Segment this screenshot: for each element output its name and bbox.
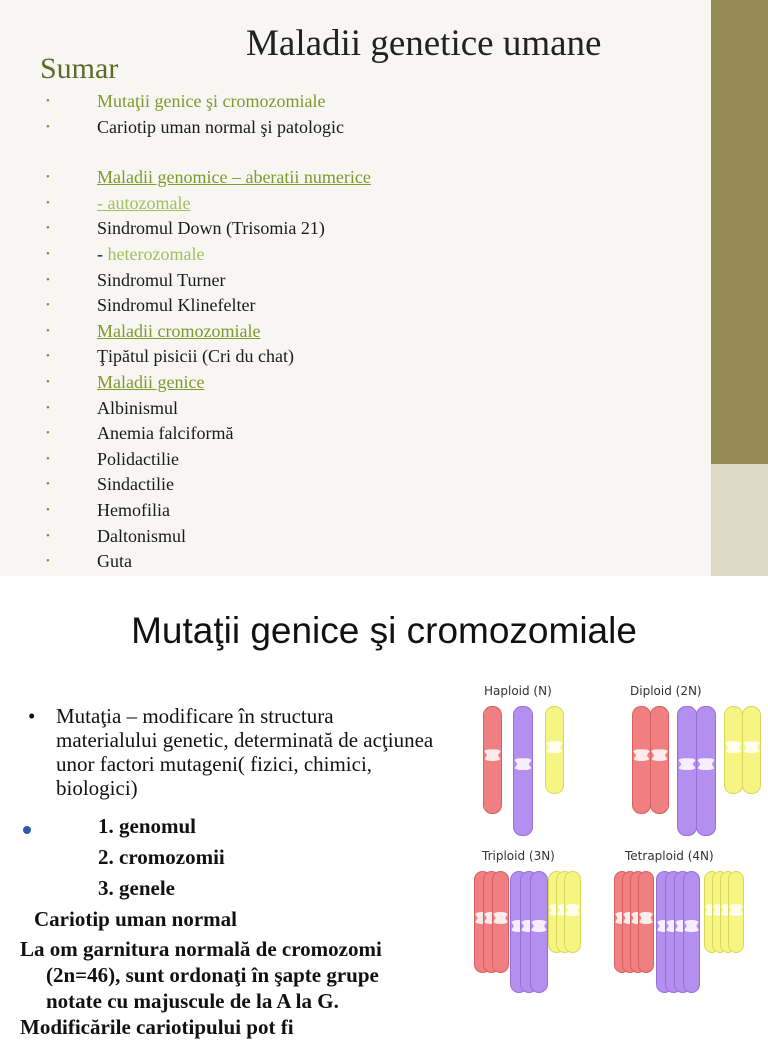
item-text: Sindactilie bbox=[97, 474, 174, 495]
definition-paragraph: Mutaţia – modificare în structura materialului genetic, determinată de acţiunea unor factori mutageni( fizici, chimici, biologici) bbox=[56, 704, 434, 800]
chromosome-shape bbox=[650, 706, 669, 814]
mutations-slide bbox=[0, 576, 768, 1039]
item-prefix: - bbox=[97, 244, 108, 264]
item-text: heterozomale bbox=[107, 244, 205, 264]
item-text: Maladii genomice – aberatii numerice bbox=[97, 167, 371, 188]
item-text: Hemofilia bbox=[97, 500, 170, 520]
chromosome-shape bbox=[564, 871, 581, 953]
bullet-glyph: • bbox=[46, 504, 50, 516]
chromosome-shape bbox=[513, 706, 533, 836]
bullet-glyph: • bbox=[46, 171, 50, 184]
chromosome-shape bbox=[530, 871, 548, 993]
blue-bullet-icon bbox=[23, 826, 31, 834]
summary-item-label bbox=[97, 549, 132, 574]
chromosome-shape bbox=[724, 706, 743, 794]
item-text: - autozomale bbox=[97, 192, 191, 213]
ploidy-figure bbox=[468, 680, 758, 1024]
bullet-glyph: • bbox=[46, 248, 50, 260]
item-text: Mutaţii genice şi cromozomiale bbox=[97, 91, 326, 111]
chromosome-shape bbox=[683, 871, 700, 993]
diploid-label: Diploid (2N) bbox=[630, 684, 702, 698]
bullet-glyph: • bbox=[46, 401, 50, 414]
item-text: Polidactilie bbox=[97, 448, 179, 469]
slide-title: Mutaţii genice şi cromozomiale bbox=[131, 610, 637, 651]
body-line: La om garnitura normală de cromozomi bbox=[20, 937, 382, 961]
tetraploid-label: Tetraploid (4N) bbox=[625, 849, 714, 863]
summary-item-label bbox=[97, 115, 344, 140]
bullet-glyph: • bbox=[46, 452, 50, 465]
item-text: Daltonismul bbox=[97, 525, 186, 546]
summary-item-label bbox=[97, 498, 170, 523]
chromosome-shape bbox=[545, 706, 564, 794]
summary-item-label bbox=[97, 89, 325, 114]
accent-band-light bbox=[711, 464, 768, 576]
summary-item-label bbox=[97, 421, 233, 446]
slide-subtitle: Sumar bbox=[40, 52, 119, 85]
summary-item-label bbox=[97, 242, 204, 267]
bullet-glyph: • bbox=[46, 555, 50, 568]
bullet-glyph: • bbox=[46, 299, 50, 312]
item-text: Anemia falciformă bbox=[97, 423, 234, 444]
chromosome-shape bbox=[742, 706, 761, 794]
bullet-glyph: • bbox=[46, 376, 50, 388]
bullet-glyph: • bbox=[46, 529, 50, 542]
list-item: 1. genomul bbox=[98, 814, 197, 838]
bullet-glyph: • bbox=[46, 273, 50, 286]
bullet-glyph: • bbox=[46, 95, 50, 107]
summary-item-label bbox=[97, 293, 255, 318]
summary-item-label bbox=[97, 165, 371, 190]
summary-item-label bbox=[97, 319, 260, 344]
accent-band-dark bbox=[711, 0, 768, 464]
bullet-glyph: • bbox=[28, 704, 36, 728]
chromosome-shape bbox=[638, 871, 654, 973]
bullet-glyph: • bbox=[46, 478, 50, 491]
body-line: Modificările cariotipului pot fi bbox=[20, 1015, 294, 1039]
chromosome-shape bbox=[677, 706, 697, 836]
chromosome-shape bbox=[696, 706, 716, 836]
summary-item-label bbox=[97, 268, 226, 293]
section-heading: Cariotip uman normal bbox=[34, 907, 238, 931]
body-line: (2n=46), sunt ordonaţi în şapte grupe bbox=[46, 963, 379, 987]
chromosome-shape bbox=[632, 706, 651, 814]
haploid-label: Haploid (N) bbox=[484, 684, 552, 698]
chromosome-shape bbox=[492, 871, 509, 973]
summary-item-label bbox=[97, 447, 179, 472]
chromosome-shape bbox=[483, 706, 502, 814]
list-item: 3. genele bbox=[98, 876, 175, 900]
bullet-glyph: • bbox=[46, 222, 50, 235]
item-text: Maladii genice bbox=[97, 372, 205, 392]
bullet-glyph: • bbox=[46, 427, 50, 440]
bullet-glyph: • bbox=[46, 196, 50, 209]
body-line: notate cu majuscule de la A la G. bbox=[46, 989, 339, 1013]
list-item: 2. cromozomii bbox=[98, 845, 225, 869]
item-text: Guta bbox=[97, 551, 132, 572]
summary-item-label bbox=[97, 216, 325, 241]
slide-title: Maladii genetice umane bbox=[246, 23, 602, 64]
bullet-glyph: • bbox=[46, 324, 50, 337]
summary-item-label bbox=[97, 524, 186, 549]
chromosome-shape bbox=[728, 871, 744, 953]
item-text: Sindromul Turner bbox=[97, 269, 226, 290]
summary-item-label bbox=[97, 370, 204, 395]
summary-item-label bbox=[97, 472, 174, 497]
summary-item-label bbox=[97, 344, 294, 369]
triploid-label: Triploid (3N) bbox=[482, 849, 555, 863]
item-text: Albinismul bbox=[97, 397, 179, 418]
bullet-glyph: • bbox=[46, 120, 50, 133]
item-text: Sindromul Klinefelter bbox=[97, 295, 256, 316]
item-text: Cariotip uman normal şi patologic bbox=[97, 116, 344, 137]
item-text: Maladii cromozomiale bbox=[97, 320, 261, 341]
summary-item-label bbox=[97, 396, 178, 421]
item-text: Ţipătul pisicii (Cri du chat) bbox=[97, 346, 294, 367]
item-text: Sindromul Down (Trisomia 21) bbox=[97, 218, 325, 239]
bullet-glyph: • bbox=[46, 350, 50, 363]
summary-item-label bbox=[97, 191, 190, 216]
